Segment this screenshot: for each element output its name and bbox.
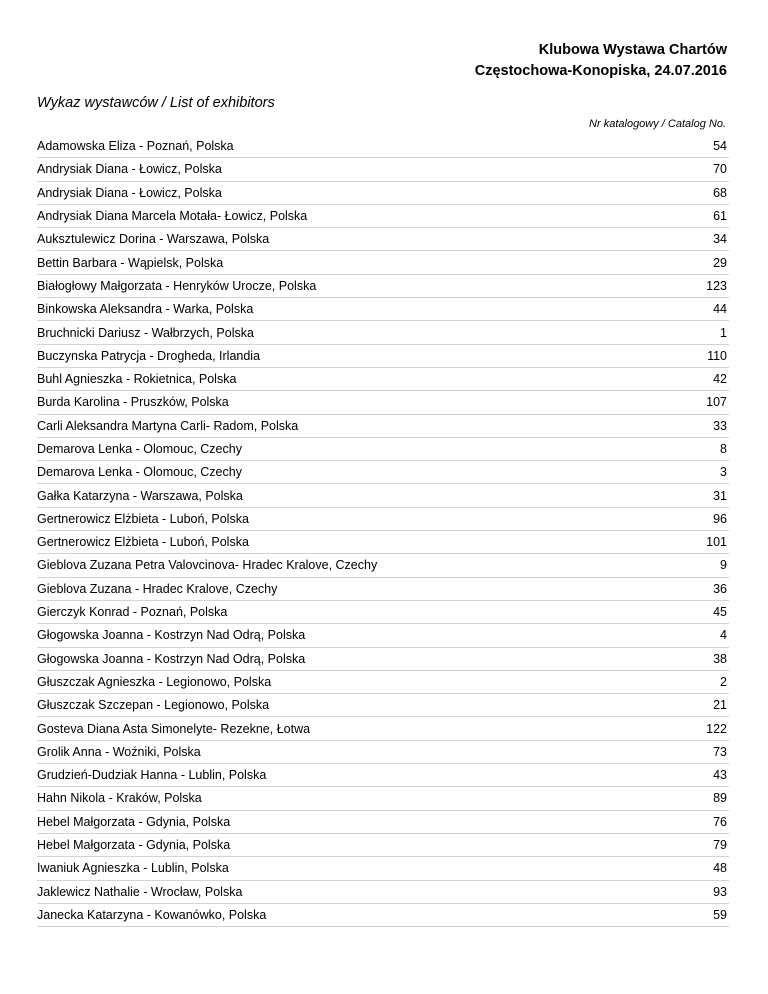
exhibitor-row xyxy=(37,787,729,810)
exhibitor-name: Gosteva Diana Asta Simonelyte- Rezekne, Łotwa xyxy=(37,721,311,736)
catalog-number: 45 xyxy=(713,605,727,620)
exhibitor-row xyxy=(37,811,729,834)
catalog-number: 122 xyxy=(706,721,727,736)
exhibitor-row xyxy=(37,275,729,298)
catalog-number: 68 xyxy=(713,185,727,200)
catalog-number: 33 xyxy=(713,418,727,433)
exhibitor-row xyxy=(37,484,729,507)
exhibitor-row xyxy=(37,298,729,321)
catalog-number: 48 xyxy=(713,861,727,876)
list-subtitle: Wykaz wystawców / List of exhibitors xyxy=(37,95,275,111)
catalog-number: 36 xyxy=(713,581,727,596)
exhibitor-name: Andrysiak Diana Marcela Motała- Łowicz, Polska xyxy=(37,209,308,224)
exhibitor-row xyxy=(37,671,729,694)
exhibitor-name: Iwaniuk Agnieszka - Lublin, Polska xyxy=(37,861,229,876)
exhibitor-row xyxy=(37,834,729,857)
exhibitor-row xyxy=(37,228,729,251)
exhibitor-name: Burda Karolina - Pruszków, Polska xyxy=(37,395,229,410)
exhibitor-row xyxy=(37,251,729,274)
catalog-number: 70 xyxy=(713,162,727,177)
catalog-number: 54 xyxy=(713,139,727,154)
exhibitor-row xyxy=(37,182,729,205)
catalog-number: 96 xyxy=(713,511,727,526)
exhibitor-name: Gierczyk Konrad - Poznań, Polska xyxy=(37,605,228,620)
exhibitor-name: Głogowska Joanna - Kostrzyn Nad Odrą, Polska xyxy=(37,628,306,643)
document-header xyxy=(475,40,727,82)
catalog-number: 1 xyxy=(720,325,727,340)
exhibitor-row xyxy=(37,717,729,740)
catalog-number: 101 xyxy=(706,535,727,550)
catalog-number: 123 xyxy=(706,278,727,293)
exhibitor-name: Grudzień-Dudziak Hanna - Lublin, Polska xyxy=(37,768,267,783)
exhibitor-name: Buczynska Patrycja - Drogheda, Irlandia xyxy=(37,348,261,363)
exhibitor-name: Grolik Anna - Woźniki, Polska xyxy=(37,744,201,759)
catalog-number: 107 xyxy=(706,395,727,410)
exhibitor-name: Demarova Lenka - Olomouc, Czechy xyxy=(37,442,242,456)
exhibitor-row xyxy=(37,578,729,601)
catalog-number: 3 xyxy=(720,465,727,480)
exhibitor-row xyxy=(37,554,729,577)
catalog-number: 59 xyxy=(713,907,727,922)
exhibitor-name: Demarova Lenka - Olomouc, Czechy xyxy=(37,465,242,480)
exhibitor-list xyxy=(37,135,729,927)
exhibitor-name: Bruchnicki Dariusz - Wałbrzych, Polska xyxy=(37,325,254,340)
exhibitor-row xyxy=(37,601,729,624)
catalog-number: 38 xyxy=(713,651,727,666)
exhibitor-row xyxy=(37,391,729,414)
catalog-number: 76 xyxy=(713,814,727,829)
catalog-number: 34 xyxy=(713,232,727,247)
catalog-number: 4 xyxy=(720,628,727,643)
catalog-number: 9 xyxy=(720,558,727,573)
catalog-number: 110 xyxy=(707,348,727,363)
exhibitor-name: Adamowska Eliza - Poznań, Polska xyxy=(37,139,234,154)
exhibitor-row xyxy=(37,694,729,717)
exhibitor-row xyxy=(37,205,729,228)
exhibitor-name: Gertnerowicz Elżbieta - Luboń, Polska xyxy=(37,535,249,550)
catalog-number: 2 xyxy=(720,674,727,689)
exhibitor-name: Hebel Małgorzata - Gdynia, Polska xyxy=(37,814,231,829)
catalog-number: 89 xyxy=(713,791,727,806)
show-location-date: Częstochowa-Konopiska, 24.07.2016 xyxy=(474,63,727,79)
exhibitor-name: Gertnerowicz Elżbieta - Luboń, Polska xyxy=(37,511,249,526)
catalog-number: 79 xyxy=(713,838,727,853)
exhibitor-row xyxy=(37,135,729,158)
exhibitor-name: Białogłowy Małgorzata - Henryków Urocze, Polska xyxy=(37,278,317,293)
exhibitor-row xyxy=(37,508,729,531)
catalog-number: 61 xyxy=(713,209,727,224)
exhibitor-row xyxy=(37,764,729,787)
catalog-number: 42 xyxy=(713,372,727,387)
exhibitor-row xyxy=(37,461,729,484)
exhibitor-name: Bettin Barbara - Wąpielsk, Polska xyxy=(37,255,224,270)
show-title: Klubowa Wystawa Chartów xyxy=(538,42,727,58)
exhibitor-row xyxy=(37,158,729,181)
exhibitor-name: Głogowska Joanna - Kostrzyn Nad Odrą, Polska xyxy=(37,651,306,666)
exhibitor-row xyxy=(37,857,729,880)
catalog-number: 21 xyxy=(713,698,727,713)
exhibitor-row xyxy=(37,345,729,368)
exhibitor-name: Gieblova Zuzana - Hradec Kralove, Czechy xyxy=(37,581,278,596)
catalog-number: 73 xyxy=(713,744,727,759)
exhibitor-row xyxy=(37,368,729,391)
exhibitor-name: Buhl Agnieszka - Rokietnica, Polska xyxy=(37,372,237,387)
exhibitor-row xyxy=(37,741,729,764)
exhibitor-row xyxy=(37,321,729,344)
catalog-number: 8 xyxy=(720,442,727,456)
catalog-number: 44 xyxy=(713,302,727,317)
exhibitor-row xyxy=(37,415,729,438)
exhibitor-name: Hebel Małgorzata - Gdynia, Polska xyxy=(37,838,231,853)
catalog-number: 93 xyxy=(713,884,727,899)
exhibitor-name: Gieblova Zuzana Petra Valovcinova- Hradec Kralove, Czechy xyxy=(37,558,378,573)
exhibitor-name: Auksztulewicz Dorina - Warszawa, Polska xyxy=(37,232,270,247)
exhibitor-name: Gałka Katarzyna - Warszawa, Polska xyxy=(37,488,243,503)
exhibitor-row xyxy=(37,881,729,904)
exhibitor-name: Głuszczak Szczepan - Legionowo, Polska xyxy=(37,698,270,713)
exhibitor-name: Jaklewicz Nathalie - Wrocław, Polska xyxy=(37,884,243,899)
exhibitor-name: Binkowska Aleksandra - Warka, Polska xyxy=(37,302,254,317)
exhibitor-row xyxy=(37,648,729,671)
catalog-number-column-header: Nr katalogowy / Catalog No. xyxy=(589,118,726,130)
exhibitor-name: Andrysiak Diana - Łowicz, Polska xyxy=(37,185,222,200)
exhibitor-row xyxy=(37,624,729,647)
exhibitor-name: Głuszczak Agnieszka - Legionowo, Polska xyxy=(37,674,272,689)
exhibitor-row xyxy=(37,531,729,554)
catalog-number: 31 xyxy=(713,488,727,503)
exhibitor-row xyxy=(37,904,729,927)
exhibitor-name: Janecka Katarzyna - Kowanówko, Polska xyxy=(37,907,267,922)
exhibitor-row xyxy=(37,438,729,461)
catalog-number: 29 xyxy=(713,255,727,270)
exhibitor-name: Carli Aleksandra Martyna Carli- Radom, Polska xyxy=(37,418,299,433)
exhibitor-name: Hahn Nikola - Kraków, Polska xyxy=(37,791,202,806)
catalog-number: 43 xyxy=(713,768,727,783)
exhibitor-name: Andrysiak Diana - Łowicz, Polska xyxy=(37,162,222,177)
